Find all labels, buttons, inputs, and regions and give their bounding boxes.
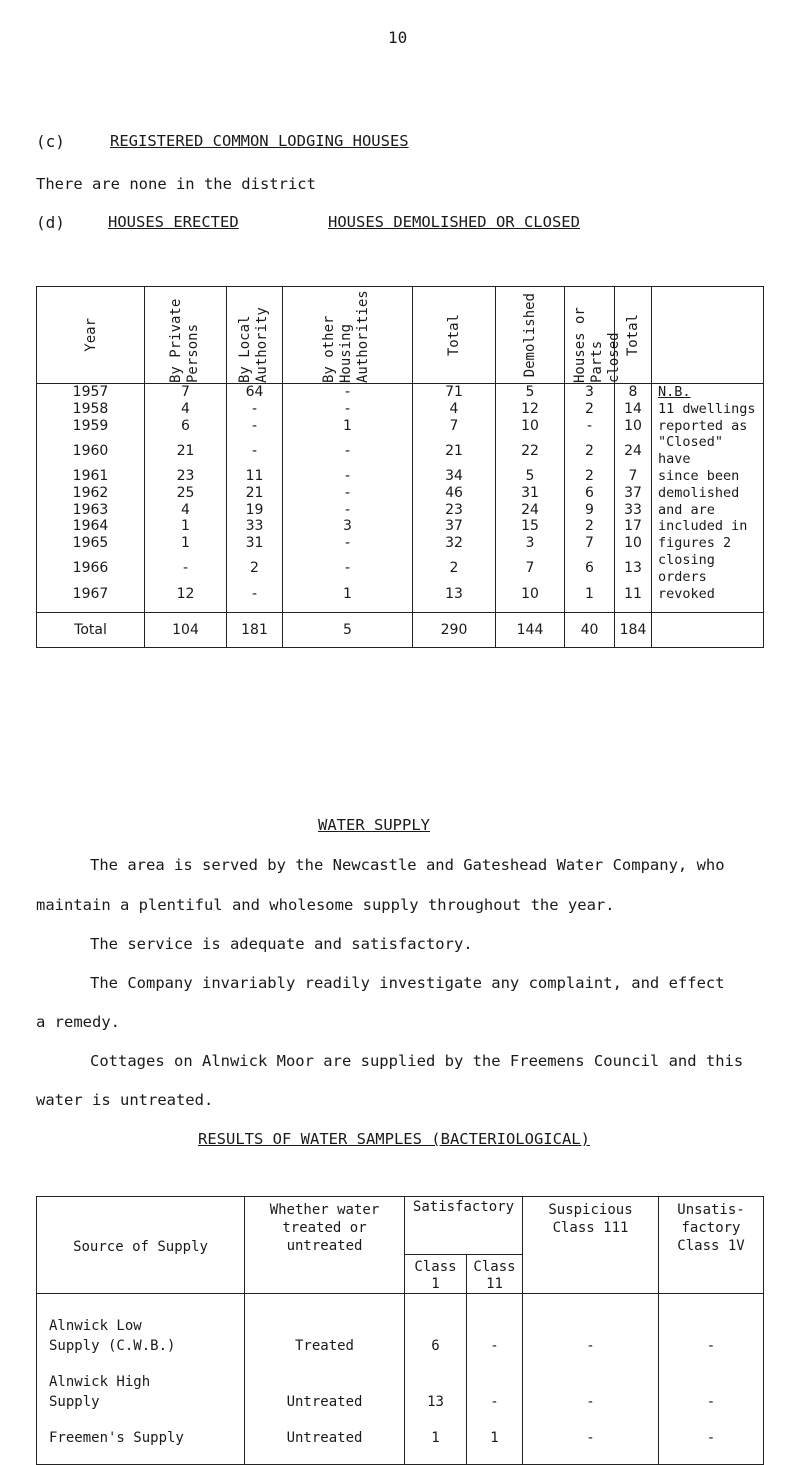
table-cell: 2 [565,401,615,418]
source-line: Alnwick Low [49,1318,142,1334]
table-row [37,1294,764,1367]
samples-table [36,1196,764,1465]
note-line: included in [652,518,764,535]
sample-cell [405,1294,467,1367]
table-cell: 6 [145,418,227,435]
source-line: Supply [49,1394,100,1410]
table-cell: - [227,434,283,468]
page-number: 10 [388,28,408,47]
note-line: reported as [652,418,764,435]
table-cell: 22 [496,434,565,468]
section-d-title-left: HOUSES ERECTED [108,213,239,231]
header-class-1: Class 1 [405,1255,467,1294]
header-closed: Houses or Parts closed [565,287,615,384]
note-line: and are [652,502,764,519]
water-para4-line1: Cottages on Alnwick Moor are supplied by the Freemens Council and this [90,1052,744,1070]
table-cell: 12 [145,586,227,603]
samples-header [37,1197,764,1255]
sample-cell [405,1422,467,1465]
sample-cell [467,1366,523,1422]
table-cell: 7 [565,535,615,552]
year-cell: 1967 [37,586,145,603]
table-cell: 5 [496,468,565,485]
sample-cell [659,1294,764,1367]
table-cell: 4 [413,401,496,418]
note-line: since been [652,468,764,485]
table-cell: - [145,552,227,586]
table-cell: - [283,401,413,418]
samples-heading: RESULTS OF WATER SAMPLES (BACTERIOLOGICAL) [198,1130,590,1148]
table-cell: 3 [283,518,413,535]
houses-table [36,286,764,648]
header-notes [652,287,764,384]
table-cell: 2 [565,434,615,468]
table-cell: 37 [413,518,496,535]
year-cell: 1957 [37,384,145,401]
note-line: "Closed" have [652,434,764,468]
table-row [37,586,764,603]
value: Treated [294,1338,354,1354]
total-cell: 181 [227,613,283,648]
value: - [586,1394,595,1410]
sample-cell [523,1422,659,1465]
total-cell: 5 [283,613,413,648]
table-cell: 32 [413,535,496,552]
table-cell: 1 [145,518,227,535]
sample-cell [523,1294,659,1367]
source-line: Alnwick High [49,1374,151,1390]
header-total-2: Total [615,287,652,384]
note-line: closing orders [652,552,764,586]
table-row [37,485,764,502]
sample-cell [659,1422,764,1465]
header-demolished: Demolished [496,287,565,384]
header-source: Source of Supply [37,1197,245,1294]
sample-cell [659,1366,764,1422]
table-row [37,1366,764,1422]
table-cell: 3 [496,535,565,552]
total-cell: 290 [413,613,496,648]
table-cell: 24 [496,502,565,519]
table-cell: - [283,468,413,485]
table-row [37,434,764,468]
table-cell: 2 [227,552,283,586]
table-cell: 1 [565,586,615,603]
table-cell: 11 [615,586,652,603]
sample-cell [405,1366,467,1422]
header-class-2: Class 11 [467,1255,523,1294]
table-cell: 1 [283,586,413,603]
section-c-title: REGISTERED COMMON LODGING HOUSES [110,132,409,150]
table-cell: 21 [227,485,283,502]
total-cell: 144 [496,613,565,648]
header-private: By Private Persons [145,287,227,384]
table-cell: 46 [413,485,496,502]
table-cell: 23 [145,468,227,485]
table-cell: 2 [565,468,615,485]
table-cell: 37 [615,485,652,502]
year-cell: 1964 [37,518,145,535]
table-cell: 1 [283,418,413,435]
total-cell: 104 [145,613,227,648]
year-cell: 1966 [37,552,145,586]
table-cell: 14 [615,401,652,418]
note-line: revoked [652,586,764,603]
table-cell: 71 [413,384,496,401]
note-line: 11 dwellings [652,401,764,418]
table-cell: 5 [496,384,565,401]
header-satisfactory: Satisfactory [405,1197,523,1255]
value: - [586,1430,595,1446]
table-cell: 2 [413,552,496,586]
total-cell: 184 [615,613,652,648]
header-total: Total [413,287,496,384]
year-cell: 1960 [37,434,145,468]
water-supply-heading: WATER SUPPLY [318,816,430,834]
header-other: By other Housing Authorities [283,287,413,384]
source-cell [37,1366,245,1422]
table-row [37,1422,764,1465]
table-cell: - [283,434,413,468]
source-cell [37,1294,245,1367]
value: - [706,1430,716,1446]
header-suspicious: Suspicious Class 111 [523,1197,659,1294]
table-cell: 13 [413,586,496,603]
sample-cell [245,1366,405,1422]
table-cell: 7 [413,418,496,435]
value: 1 [431,1430,440,1446]
note-line: demolished [652,485,764,502]
water-para1-line2: maintain a plentiful and wholesome supply throughout the year. [36,896,615,914]
header-treated: Whether water treated or untreated [245,1197,405,1294]
table-row [37,384,764,401]
table-cell: 2 [565,518,615,535]
houses-table-header [37,287,764,384]
table-row [37,502,764,519]
value: 1 [490,1430,499,1446]
note-line: N.B. [652,384,764,401]
table-cell: 33 [615,502,652,519]
value: - [706,1338,716,1354]
year-cell: 1959 [37,418,145,435]
table-cell: 31 [227,535,283,552]
table-cell: 8 [615,384,652,401]
section-c-text: There are none in the district [36,175,316,193]
table-cell: 21 [413,434,496,468]
table-row [37,401,764,418]
table-cell: 10 [496,418,565,435]
table-cell: - [227,401,283,418]
sample-cell [467,1422,523,1465]
year-cell: 1962 [37,485,145,502]
table-cell: - [565,418,615,435]
year-cell: 1961 [37,468,145,485]
table-cell: 3 [565,384,615,401]
water-para4-line2: water is untreated. [36,1091,214,1109]
water-para3-line1: The Company invariably readily investigate any complaint, and effect [90,974,725,992]
value: Untreated [286,1430,363,1446]
table-cell: 64 [227,384,283,401]
year-cell: 1958 [37,401,145,418]
sample-cell [245,1422,405,1465]
year-cell: 1963 [37,502,145,519]
note-line: figures 2 [652,535,764,552]
section-d-label: (d) [36,213,65,232]
source-line: Freemen's Supply [49,1430,184,1446]
table-cell: - [227,586,283,603]
table-row [37,535,764,552]
table-cell: 12 [496,401,565,418]
table-cell: 7 [145,384,227,401]
total-label: Total [37,613,145,648]
value: 13 [427,1394,444,1410]
table-cell: 33 [227,518,283,535]
table-cell: 17 [615,518,652,535]
table-row [37,468,764,485]
sample-cell [245,1294,405,1367]
section-d-title-right: HOUSES DEMOLISHED OR CLOSED [328,213,580,231]
water-para3-line2: a remedy. [36,1013,120,1031]
table-cell: - [283,485,413,502]
water-para1-line1: The area is served by the Newcastle and Gateshead Water Company, who [90,856,725,874]
table-cell: - [283,502,413,519]
table-cell: 4 [145,401,227,418]
header-unsatisfactory: Unsatis- factory Class 1V [659,1197,764,1294]
table-cell: 6 [565,485,615,502]
total-cell: 40 [565,613,615,648]
table-cell: - [283,535,413,552]
table-cell: - [283,552,413,586]
table-cell: 9 [565,502,615,519]
table-cell: 19 [227,502,283,519]
table-row [37,518,764,535]
value: 6 [431,1338,440,1354]
table-cell: 10 [615,418,652,435]
table-cell: 23 [413,502,496,519]
sample-cell [523,1366,659,1422]
table-cell: 25 [145,485,227,502]
table-cell: 10 [496,586,565,603]
source-cell [37,1422,245,1465]
source-line: Supply (C.W.B.) [49,1338,176,1354]
table-cell: 15 [496,518,565,535]
value: - [586,1338,595,1354]
header-year: Year [37,287,145,384]
table-cell: 10 [615,535,652,552]
header-local: By Local Authority [227,287,283,384]
year-cell: 1965 [37,535,145,552]
value: - [706,1394,716,1410]
table-cell: 7 [615,468,652,485]
table-cell: 34 [413,468,496,485]
table-row [37,418,764,435]
value: - [490,1338,499,1354]
table-cell: 7 [496,552,565,586]
section-c-label: (c) [36,132,65,151]
water-para2: The service is adequate and satisfactory. [90,935,473,953]
table-cell: 21 [145,434,227,468]
table-cell: 13 [615,552,652,586]
table-cell: 1 [145,535,227,552]
table-cell: 11 [227,468,283,485]
sample-cell [467,1294,523,1367]
table-cell: 6 [565,552,615,586]
value: - [490,1394,499,1410]
table-cell: 24 [615,434,652,468]
table-cell: 31 [496,485,565,502]
table-row [37,552,764,586]
table-cell: 4 [145,502,227,519]
value: Untreated [286,1394,363,1410]
table-cell: - [227,418,283,435]
houses-total-row [37,613,764,648]
table-cell: - [283,384,413,401]
